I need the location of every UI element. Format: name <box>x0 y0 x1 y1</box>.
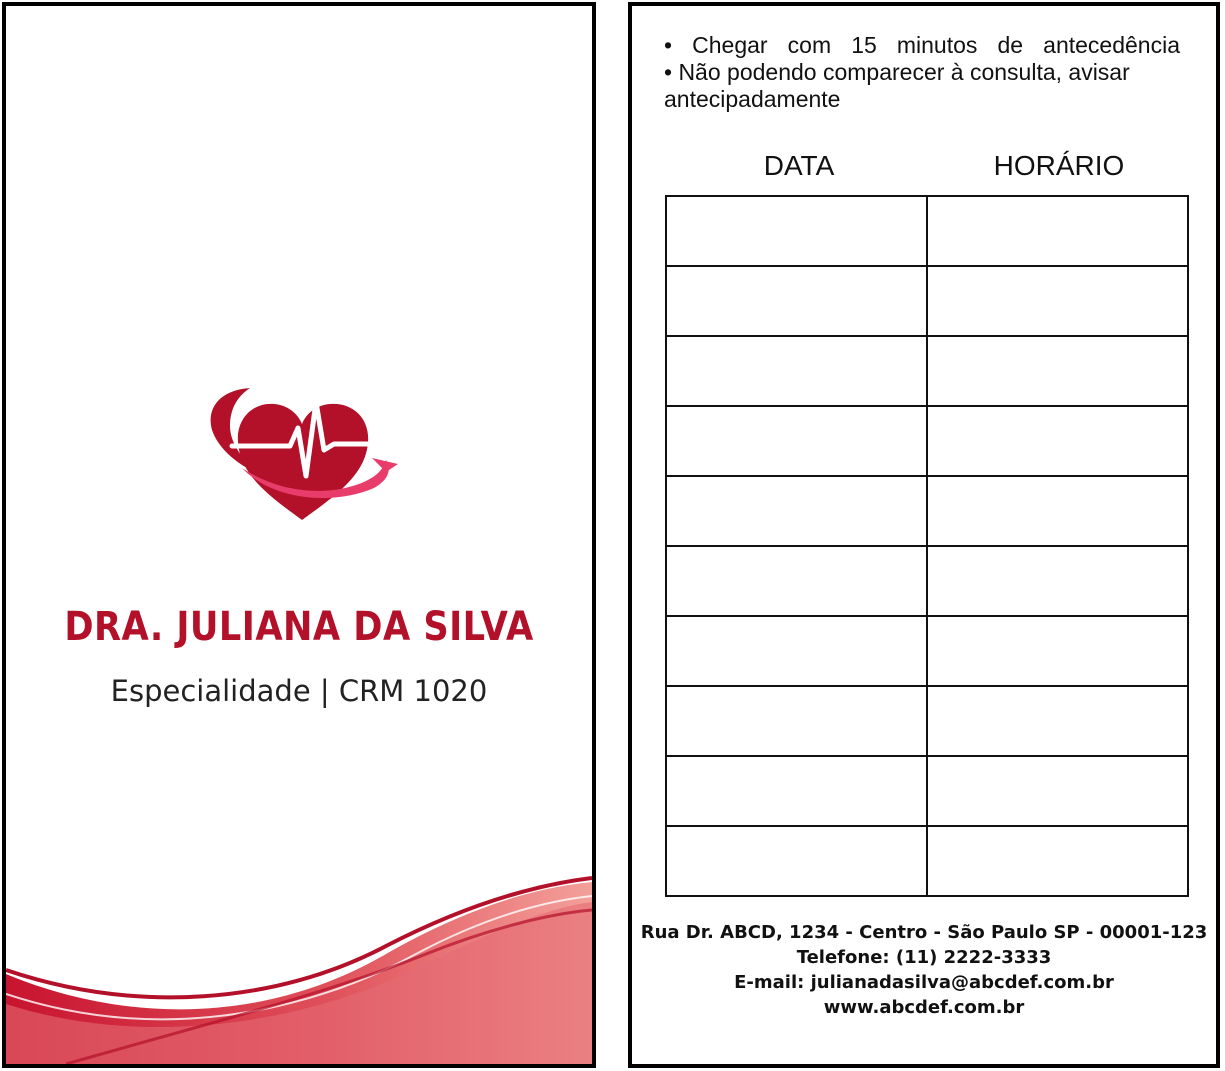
table-row <box>666 756 1188 826</box>
time-cell[interactable] <box>927 266 1188 336</box>
date-cell[interactable] <box>666 196 927 266</box>
doctor-name: DRA. JULIANA DA SILVA <box>64 604 534 650</box>
column-header-data: DATA <box>763 150 835 181</box>
specialty-line: Especialidade | CRM 1020 <box>110 674 488 708</box>
heart-pulse-icon <box>202 380 402 530</box>
date-cell[interactable] <box>666 616 927 686</box>
contact-email: E-mail: julianadasilva@abcdef.com.br <box>734 972 1114 993</box>
table-row <box>666 196 1188 266</box>
date-cell[interactable] <box>666 406 927 476</box>
time-cell[interactable] <box>927 476 1188 546</box>
date-cell[interactable] <box>666 756 927 826</box>
back-card <box>628 2 1220 1068</box>
front-card <box>2 2 596 1068</box>
note-arrive-early: • Chegar com 15 minutos de antecedência <box>664 32 1180 58</box>
date-cell[interactable] <box>666 336 927 406</box>
date-cell[interactable] <box>666 826 927 896</box>
table-row <box>666 336 1188 406</box>
date-cell[interactable] <box>666 476 927 546</box>
time-cell[interactable] <box>927 756 1188 826</box>
date-cell[interactable] <box>666 266 927 336</box>
time-cell[interactable] <box>927 406 1188 476</box>
date-cell[interactable] <box>666 686 927 756</box>
contact-website: www.abcdef.com.br <box>823 997 1025 1018</box>
table-row <box>666 616 1188 686</box>
time-cell[interactable] <box>927 686 1188 756</box>
logo-ribbon-tip <box>372 458 398 472</box>
table-row <box>666 406 1188 476</box>
time-cell[interactable] <box>927 616 1188 686</box>
contact-address: Rua Dr. ABCD, 1234 - Centro - São Paulo SP - 00001-123 <box>640 922 1208 943</box>
time-cell[interactable] <box>927 336 1188 406</box>
contact-info <box>632 920 1216 1020</box>
time-cell[interactable] <box>927 196 1188 266</box>
table-row <box>666 546 1188 616</box>
table-row <box>666 476 1188 546</box>
contact-phone: Telefone: (11) 2222-3333 <box>796 947 1052 968</box>
date-cell[interactable] <box>666 546 927 616</box>
appointment-notes <box>664 32 1180 113</box>
decorative-wave <box>6 874 592 1064</box>
appointment-table <box>665 195 1189 897</box>
table-row <box>666 686 1188 756</box>
table-row <box>666 826 1188 896</box>
time-cell[interactable] <box>927 546 1188 616</box>
time-cell[interactable] <box>927 826 1188 896</box>
note-notify-absence: • Não podendo comparecer à consulta, avisar antecipadamente <box>664 59 1130 112</box>
table-row <box>666 266 1188 336</box>
column-header-time: HORÁRIO <box>993 150 1125 181</box>
